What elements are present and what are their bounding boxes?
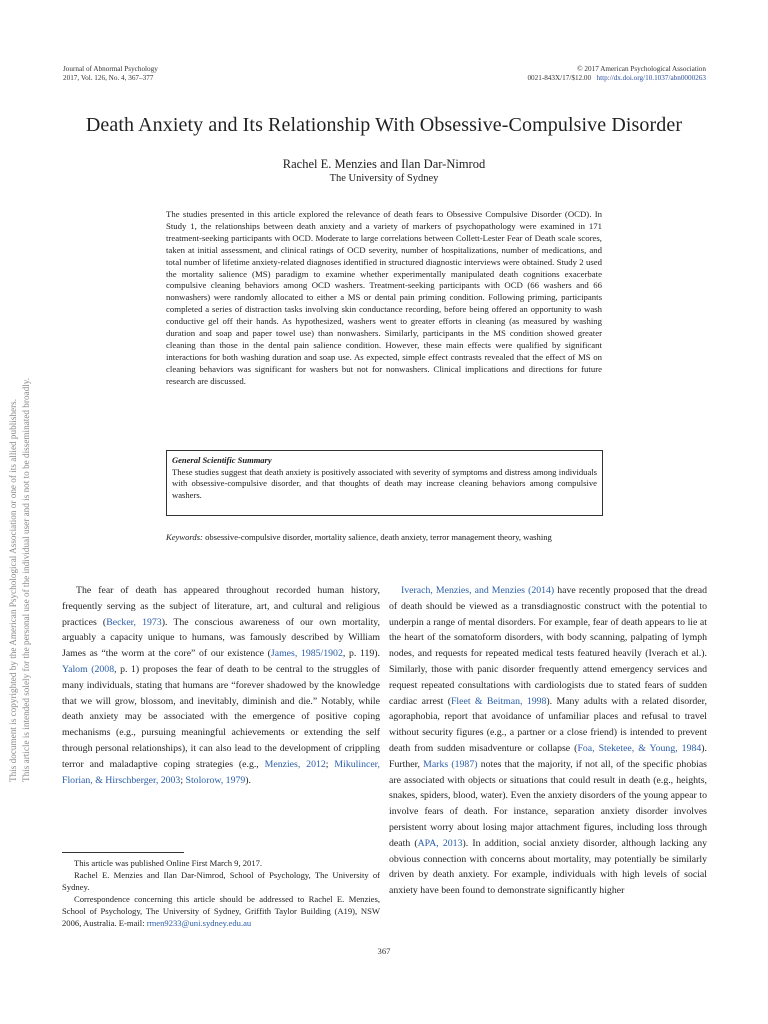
- keywords: [166, 531, 602, 543]
- page-number: 367: [377, 946, 391, 956]
- citation-link[interactable]: Iverach, Menzies, and Menzies (2014): [401, 585, 555, 596]
- issn-doi-line: [527, 74, 706, 83]
- doi-link[interactable]: http://dx.doi.org/10.1037/abn0000263: [596, 73, 706, 82]
- keywords-label: Keywords:: [166, 532, 203, 542]
- footnote-correspondence: [62, 893, 380, 929]
- body-text: The fear of death has appeared throughout recorded human history, frequently serving as the subject of literature, art, and cultural and religious practices (: [62, 585, 380, 628]
- footnotes: [62, 857, 380, 930]
- general-scientific-summary-box: [166, 450, 603, 516]
- body-text: , p. 1) proposes the fear of death to be central to the struggles of many individuals, stating that humans are “forever shadowed by the knowledge that we will grow, blossom, and inevitably, diminish and die.” Notably, while death anxiety may be associated with the emergence of positive coping mechanisms (e.g., pursuing meaningful achievements or extending the self through personal relationships), it can also lead to the development of crippling terror and maladaptive coping strategies (e.g.,: [62, 663, 380, 770]
- body-text: ). The conscious awareness of our own mortality, arguably a capacity unique to humans, was famously described by William James as “the worm at the core” of our existence (: [62, 616, 381, 660]
- citation-link[interactable]: Marks (1987): [423, 758, 478, 770]
- body-text: ). Many adults with a related disorder, agoraphobia, report that avoidance of unfamiliar places and refusal to travel without security figures (e.g., a partner or a close friend) is intended to prevent death from sudden misadventure or collapse (: [389, 695, 707, 754]
- body-column-right: [389, 583, 707, 899]
- author-affiliation: The University of Sydney: [329, 173, 439, 184]
- citation-link[interactable]: James, 1985/1902: [270, 648, 343, 660]
- usage-notice-sidebar: This article is intended solely for the personal use of the individual user and is not to be disseminated broadly.: [21, 377, 31, 782]
- citation-link[interactable]: Fleet & Beitman, 1998: [450, 695, 547, 707]
- copyright-notice-sidebar: This document is copyrighted by the American Psychological Association or one of its allied publishers.: [8, 399, 18, 782]
- citation-link[interactable]: Stolorow, 1979: [185, 774, 246, 786]
- citation-link[interactable]: APA, 2013: [417, 837, 463, 849]
- body-text: have recently proposed that the dread of death should be viewed as a transdiagnostic construct with the potential to underpin a range of mental disorders. For example, fear of death appears to lie at the heart of the somatoform disorders, with body scanning, palpating of lymph nodes, and requests for repeated medical tests featured heavily (Iverach et al.). Similarly, those with panic disorder frequently attend emergency services and request repeated consultations with cardiologists due to stated fears of sudden cardiac arrest (: [389, 585, 707, 707]
- issn-price: 0021-843X/17/$12.00: [527, 73, 592, 82]
- journal-name: Journal of Abnormal Psychology: [63, 65, 158, 73]
- publisher-header: [527, 65, 706, 82]
- summary-title: General Scientific Summary: [172, 455, 272, 465]
- footnote-rule: [62, 852, 184, 853]
- article-authors: Rachel E. Menzies and Ilan Dar-Nimrod: [282, 157, 486, 171]
- citation-link[interactable]: Mikulincer, Florian, & Hirschberger, 2003: [62, 758, 380, 786]
- citation-link[interactable]: Foa, Steketee, & Young, 1984: [577, 742, 702, 754]
- body-text: ;: [325, 758, 335, 770]
- body-text: notes that the majority, if not all, of the specific phobias are associated with objects or situations that could result in death (e.g., heights, snakes, spiders, blood, water). Even the anxiety disorders of the young appear to involve fears of death. For instance, separation anxiety disorder involves persistent worry about losing major attachment figures, including loss through death (: [389, 758, 707, 849]
- correspondence-text: Correspondence concerning this article should be addressed to Rachel E. Menzies, School of Psychology, The University of Sydney, Griffith Taylor Building (A19), NSW 2006, Australia. E-mail:: [62, 894, 380, 929]
- body-text: ). Further,: [389, 742, 707, 770]
- body-text: ).: [245, 774, 251, 786]
- citation-link[interactable]: Menzies, 2012: [264, 758, 326, 770]
- body-text: ). In addition, social anxiety disorder, although lacking any obvious connection with concerns about mortality, may potentially be similarly driven by death anxiety. For example, individuals with high levels of social anxiety have been found to demonstrate significantly higher: [389, 837, 707, 897]
- footnote-affiliation: Rachel E. Menzies and Ilan Dar-Nimrod, School of Psychology, The University of Sydney.: [62, 870, 380, 893]
- citation-link[interactable]: Yalom (2008: [62, 663, 115, 675]
- footnote-published: This article was published Online First March 9, 2017.: [74, 858, 263, 868]
- body-text: , p. 119).: [342, 648, 380, 660]
- journal-header: [63, 65, 158, 82]
- body-column-left: [62, 583, 380, 788]
- email-link[interactable]: rmen9233@uni.sydney.edu.au: [146, 918, 252, 929]
- citation-link[interactable]: Becker, 1973: [106, 616, 162, 628]
- keywords-text: obsessive-compulsive disorder, mortality salience, death anxiety, terror management theory, washing: [205, 532, 552, 542]
- copyright-line: © 2017 American Psychological Association: [577, 65, 706, 73]
- journal-citation: 2017, Vol. 126, No. 4, 367–377: [63, 73, 154, 82]
- abstract: The studies presented in this article explored the relevance of death fears to Obsessive Compulsive Disorder (OCD). In Study 1, the relationships between death anxiety and a variety of markers of psychopathology were examined in 171 treatment-seeking participants with OCD. Moderate to large correlations between Collett-Lester Fear of Death scale scores, taken at initial assessment, and clinical ratings of OCD severity, number of hospitalizations, number of medications, and total number of lifetime anxiety-related diagnoses identified in structured diagnostic interviews were obtained. Study 2 used the mortality salience (MS) paradigm to examine whether experimentally manipulated death cognitions exacerbate compulsive cleaning behaviors among OCD washers. Treatment-seeking participants with OCD (66 washers and 66 nonwashers) were randomly allocated to either a MS or dental pain priming condition. Following priming, participants completed a series of distraction tasks involving skin conductance recording, before being offered an opportunity to wash conductive gel off their hands. As hypothesized, washers went to greater efforts in cleaning (as measured by washing duration and soap and paper towel use) than nonwashers. Similarly, participants in the MS condition showed greater cleaning than those in the dental pain salience condition. However, these main effects were qualified by significant interactions for both washing duration and soap use. As expected, simple effect contrasts revealed that the effect of MS on cleaning behaviors was significant for washers but not for nonwashers. Clinical implications and directions for future research are discussed.: [166, 209, 602, 386]
- summary-text: These studies suggest that death anxiety is positively associated with severity of symptoms and distress among individuals with obsessive-compulsive disorder, and that thoughts of death may increase cleaning behaviors among compulsive washers.: [172, 466, 597, 501]
- body-text: ;: [180, 774, 186, 786]
- article-title: Death Anxiety and Its Relationship With Obsessive-Compulsive Disorder: [85, 114, 683, 136]
